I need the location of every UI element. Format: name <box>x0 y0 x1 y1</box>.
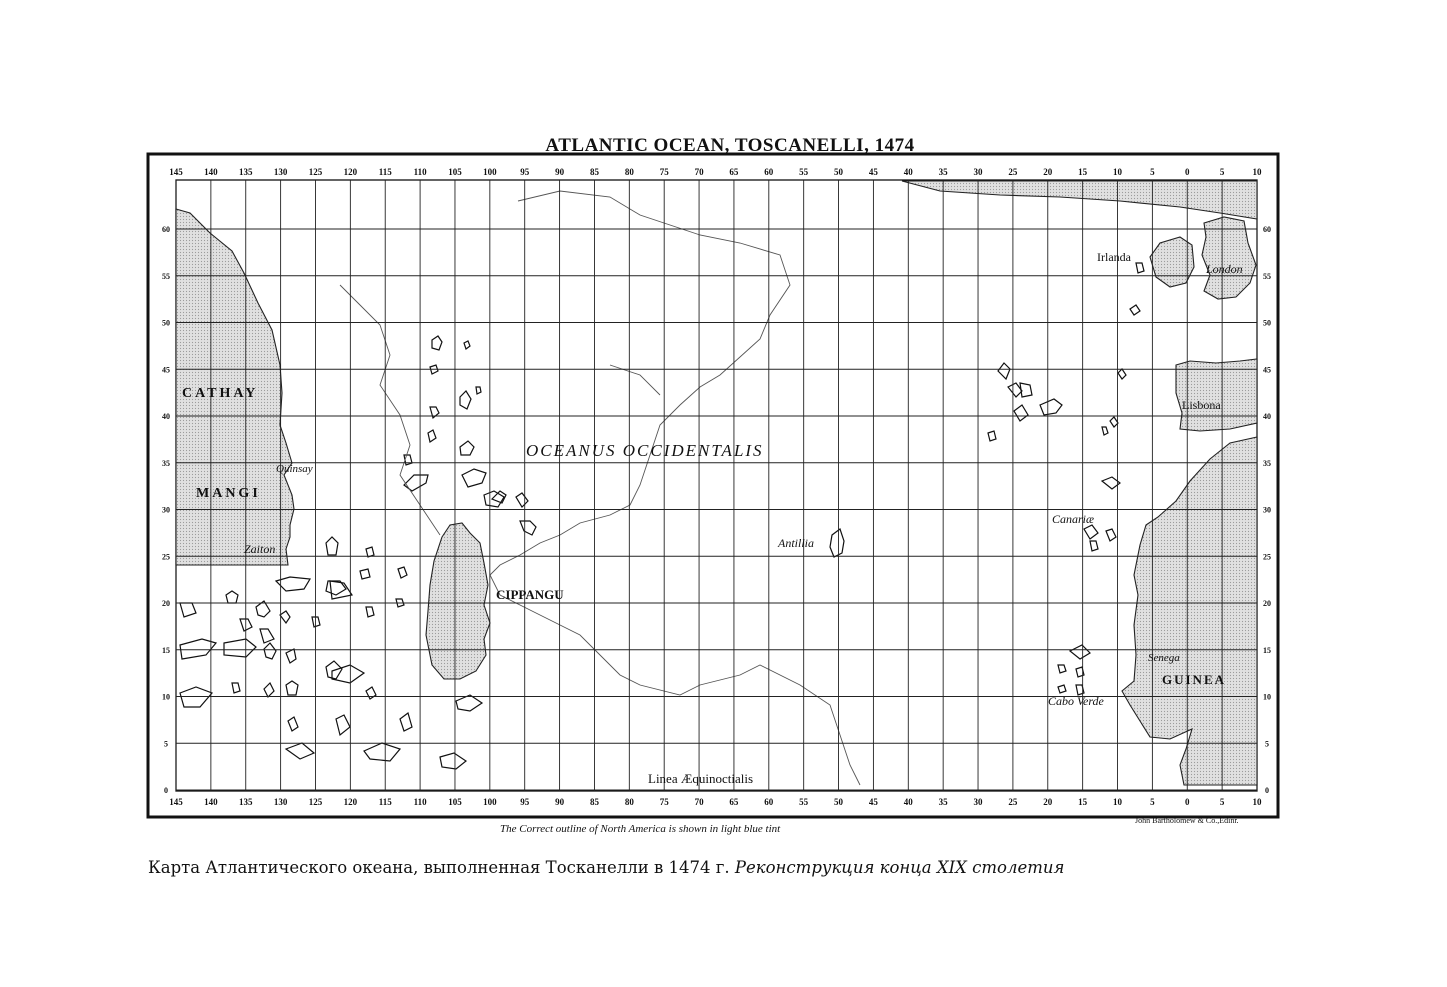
longitude-tick-label-top: 20 <box>1043 167 1053 177</box>
longitude-tick-label-bottom: 100 <box>483 797 497 807</box>
latitude-tick-label-left: 0 <box>164 786 168 795</box>
longitude-tick-label-bottom: 30 <box>973 797 983 807</box>
latitude-tick-label-left: 45 <box>162 365 170 375</box>
latitude-tick-label-right: 10 <box>1263 692 1271 702</box>
label-quinsay: Quinsay <box>276 463 313 475</box>
longitude-tick-label-top: 0 <box>1185 167 1190 177</box>
longitude-tick-label-bottom: 5 <box>1150 797 1155 807</box>
latitude-tick-label-right: 60 <box>1263 225 1271 234</box>
land-africa <box>1122 437 1257 785</box>
latitude-tick-label-left: 5 <box>164 739 168 749</box>
label-cabo-verde: Cabo Verde <box>1048 694 1104 708</box>
latitude-tick-label-right: 45 <box>1263 365 1271 375</box>
longitude-tick-label-top: 130 <box>273 167 288 177</box>
latitude-tick-label-right: 30 <box>1263 505 1271 515</box>
longitude-tick-label-bottom: 125 <box>308 797 323 807</box>
longitude-tick-label-top: 35 <box>938 167 948 177</box>
longitude-tick-label-bottom: 145 <box>169 797 183 807</box>
longitude-tick-label-top: 85 <box>589 167 599 177</box>
label-cathay: CATHAY <box>182 386 259 401</box>
label-mangi: MANGI <box>196 486 261 501</box>
label-cippangu: CIPPANGU <box>496 587 564 602</box>
longitude-tick-label-bottom: 60 <box>764 797 774 807</box>
latitude-tick-label-right: 5 <box>1265 739 1269 749</box>
latitude-scale-left <box>162 225 170 795</box>
longitude-tick-label-top: 135 <box>238 167 253 177</box>
longitude-tick-label-top: 70 <box>694 167 704 177</box>
longitude-tick-label-bottom: 90 <box>555 797 565 807</box>
longitude-tick-label-top: 90 <box>555 167 565 177</box>
longitude-tick-label-bottom: 85 <box>589 797 599 807</box>
latitude-tick-label-left: 40 <box>162 412 170 421</box>
latitude-tick-label-right: 55 <box>1263 271 1271 281</box>
longitude-tick-label-top: 105 <box>448 167 462 177</box>
longitude-tick-label-bottom: 120 <box>343 797 358 807</box>
longitude-tick-label-top: 25 <box>1008 167 1018 177</box>
longitude-tick-label-bottom: 40 <box>903 797 913 807</box>
latitude-tick-label-right: 40 <box>1263 412 1271 421</box>
caption-text: Карта Атлантического океана, выполненная Тосканелли в 1474 г. <box>148 858 730 877</box>
longitude-tick-label-top: 145 <box>169 167 183 177</box>
longitude-tick-label-bottom: 0 <box>1185 797 1190 807</box>
latitude-tick-label-left: 15 <box>162 645 170 655</box>
land-cippangu <box>426 523 490 679</box>
latitude-tick-label-right: 25 <box>1263 552 1271 562</box>
publisher-credit: John Bartholomew & Co.,Edinr. <box>1135 816 1239 825</box>
longitude-tick-label-bottom: 25 <box>1008 797 1018 807</box>
longitude-tick-label-top: 140 <box>204 167 218 177</box>
longitude-tick-label-bottom: 135 <box>238 797 253 807</box>
label-lisbona: Lisbona <box>1182 398 1221 412</box>
label-irlanda: Irlanda <box>1097 250 1131 264</box>
longitude-tick-label-bottom: 65 <box>729 797 739 807</box>
longitude-tick-label-top: 5 <box>1150 167 1155 177</box>
longitude-tick-label-top: 95 <box>520 167 530 177</box>
longitude-tick-label-bottom: 130 <box>273 797 288 807</box>
latitude-tick-label-right: 15 <box>1263 645 1271 655</box>
label-london: London <box>1206 262 1243 276</box>
label-oceanus: OCEANUS OCCIDENTALIS <box>526 441 764 460</box>
longitude-tick-label-bottom: 55 <box>799 797 809 807</box>
latitude-tick-label-right: 35 <box>1263 458 1271 468</box>
island-group <box>180 263 1144 769</box>
label-linea: Linea Æquinoctialis <box>648 771 754 786</box>
longitude-tick-label-bottom: 10 <box>1113 797 1123 807</box>
longitude-tick-label-bottom: 115 <box>378 797 392 807</box>
longitude-tick-label-top: 5 <box>1219 167 1225 177</box>
longitude-tick-label-top: 100 <box>483 167 497 177</box>
land-ne-corner <box>902 181 1257 219</box>
longitude-tick-label-top: 10 <box>1252 167 1262 177</box>
longitude-tick-label-top: 15 <box>1078 167 1088 177</box>
longitude-tick-label-bottom: 15 <box>1078 797 1088 807</box>
land-iberia <box>1176 359 1257 431</box>
longitude-tick-label-top: 80 <box>624 167 634 177</box>
longitude-tick-label-bottom: 35 <box>938 797 948 807</box>
label-guinea: GUINEA <box>1162 672 1227 687</box>
latitude-tick-label-left: 60 <box>162 225 170 234</box>
longitude-tick-label-bottom: 140 <box>204 797 218 807</box>
longitude-tick-label-bottom: 50 <box>834 797 844 807</box>
label-senega: Senega <box>1148 652 1180 664</box>
latitude-tick-label-right: 0 <box>1265 786 1269 795</box>
longitude-tick-label-bottom: 45 <box>868 797 878 807</box>
longitude-tick-label-top: 115 <box>378 167 392 177</box>
toscanelli-map <box>140 125 1310 837</box>
label-antillia: Antillia <box>778 536 814 550</box>
latitude-tick-label-left: 50 <box>162 318 170 328</box>
latitude-tick-label-left: 20 <box>162 599 170 608</box>
longitude-tick-label-bottom: 20 <box>1043 797 1053 807</box>
longitude-tick-label-top: 60 <box>764 167 774 177</box>
latitude-tick-label-left: 25 <box>162 552 170 562</box>
longitude-tick-label-top: 50 <box>834 167 844 177</box>
longitude-tick-label-top: 65 <box>729 167 739 177</box>
longitude-scale-bottom <box>169 797 1262 807</box>
longitude-tick-label-top: 120 <box>343 167 358 177</box>
longitude-tick-label-bottom: 70 <box>694 797 704 807</box>
latitude-tick-label-right: 50 <box>1263 318 1271 328</box>
longitude-tick-label-top: 45 <box>868 167 878 177</box>
longitude-tick-label-bottom: 110 <box>413 797 427 807</box>
longitude-tick-label-top: 40 <box>903 167 913 177</box>
longitude-tick-label-bottom: 75 <box>659 797 669 807</box>
latitude-tick-label-left: 55 <box>162 271 170 281</box>
latitude-tick-label-left: 35 <box>162 458 170 468</box>
longitude-tick-label-top: 125 <box>308 167 323 177</box>
longitude-tick-label-bottom: 5 <box>1219 797 1225 807</box>
caption-italic: Реконструкция конца XIX столетия <box>734 858 1065 877</box>
latitude-tick-label-right: 20 <box>1263 599 1271 608</box>
longitude-tick-label-bottom: 95 <box>520 797 530 807</box>
map-title: ATLANTIC OCEAN, TOSCANELLI, 1474 <box>545 135 915 156</box>
latitude-tick-label-left: 10 <box>162 692 170 702</box>
figure-caption <box>148 858 1064 877</box>
longitude-tick-label-top: 10 <box>1113 167 1123 177</box>
label-zaiton: Zaiton <box>244 542 276 556</box>
longitude-tick-label-top: 55 <box>799 167 809 177</box>
latitude-tick-label-left: 30 <box>162 505 170 515</box>
longitude-tick-label-bottom: 105 <box>448 797 462 807</box>
longitude-tick-label-top: 30 <box>973 167 983 177</box>
longitude-tick-label-top: 75 <box>659 167 669 177</box>
footer-note: The Correct outline of North America is shown in light blue tint <box>500 823 781 835</box>
longitude-tick-label-top: 110 <box>413 167 427 177</box>
latitude-scale-right <box>1263 225 1271 795</box>
label-canariae: Canariæ <box>1052 512 1095 526</box>
longitude-scale-top <box>169 167 1262 177</box>
longitude-tick-label-bottom: 80 <box>624 797 634 807</box>
longitude-tick-label-bottom: 10 <box>1252 797 1262 807</box>
